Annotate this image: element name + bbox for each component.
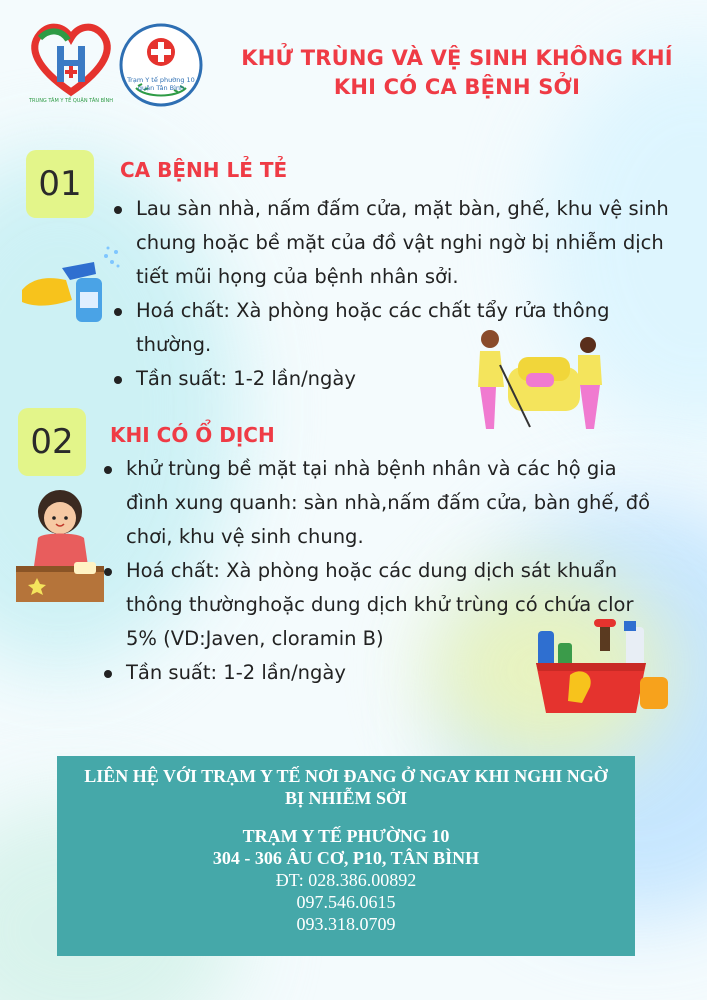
list-item: Lau sàn nhà, nấm đấm cửa, mặt bàn, ghế, khu vệ sinh chung hoặc bề mặt của đồ vật nghi ngờ bị nhiễm dịch tiết mũi họng của bệnh nhân sởi. [114,192,674,294]
contact-phone-1: ĐT: 028.386.00892 [275,870,417,890]
list-item: Tần suất: 1-2 lần/ngày [114,362,674,396]
section-1-title: CA BỆNH LẺ TẺ [120,158,288,182]
contact-station-name: TRẠM Y TẾ PHƯỜNG 10 [242,826,450,846]
section-2-title: KHI CÓ Ổ DỊCH [110,423,275,447]
contact-address: 304 - 306 ÂU CƠ, P10, TÂN BÌNH [212,848,480,868]
page-title: KHỬ TRÙNG VÀ VỆ SINH KHÔNG KHÍ KHI CÓ CA BỆNH SỞI [241,46,673,99]
ward-health-station-logo [118,22,204,108]
list-item: Hoá chất: Xà phòng hoặc các dung dịch sát khuẩn thông thườnghoặc dung dịch khử trùng có chứa clor 5% (VD:Javen, cloramin B) [104,554,664,656]
contact-phone-3: 093.318.0709 [296,914,396,934]
section-1-number: 01 [26,150,94,218]
list-item: Hoá chất: Xà phòng hoặc các chất tẩy rửa thông thường. [114,294,674,362]
cleaning-supplies-illustration [530,617,670,719]
contact-box [57,756,635,956]
cleaning-people-illustration [460,325,620,437]
girl-cleaning-table-illustration [12,486,110,608]
list-item: khử trùng bề mặt tại nhà bệnh nhân và các hộ gia đình xung quanh: sàn nhà,nấm đấm cửa, bàn ghế, đồ chơi, khu vệ sinh chung. [104,452,664,554]
list-item: Tần suất: 1-2 lần/ngày [104,656,664,690]
spray-bottle-illustration [18,240,122,326]
health-center-logo [26,16,116,111]
contact-headline: LIÊN HỆ VỚI TRẠM Y TẾ NƠI ĐANG Ở NGAY KHI NGHI NGỜ BỊ NHIỄM SỞI [84,766,608,808]
logo1-caption: TRUNG TÂM Y TẾ QUẬN TÂN BÌNH [29,98,113,104]
contact-phone-2: 097.546.0615 [296,892,396,912]
logo2-text: Trạm Y tế phường 10 quận Tân Bình [127,76,195,92]
section-2-number: 02 [18,408,86,476]
